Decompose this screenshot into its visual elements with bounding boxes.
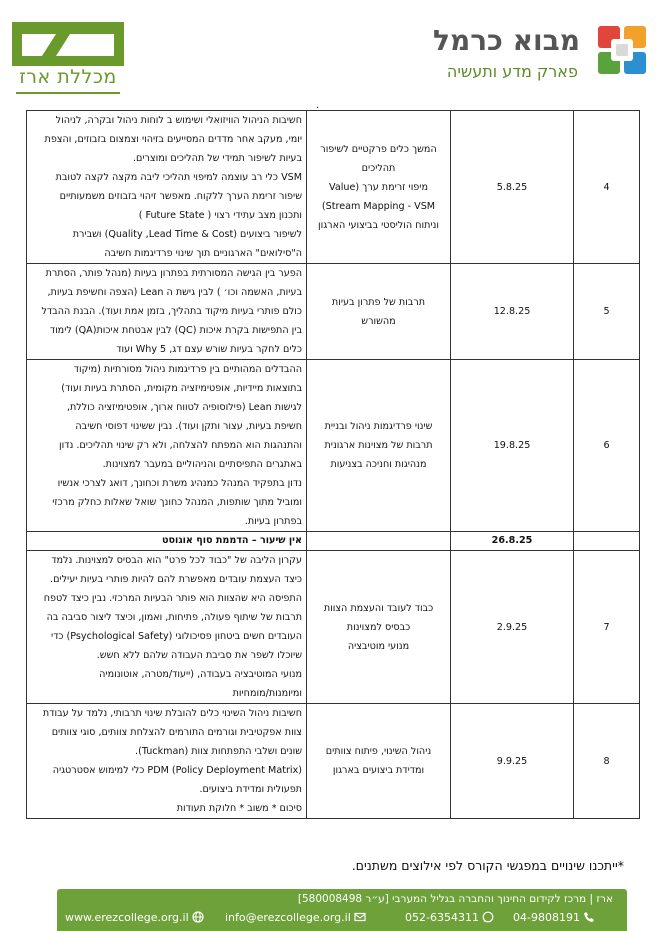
topic-line: ומדידת ביצועים בארגון [332,765,425,776]
session-description [27,360,307,532]
session-number: 5 [574,264,640,360]
mobile-text: 052-6354311 [405,911,479,924]
description-line: בעיות לשיפור תמידי של תהליכים ומוצרים. [132,153,302,164]
description-line: PDM (Policy Deployment Matrix) כלי למימוש אסטרטגיה [52,765,302,776]
session-description: אין שיעור – הדממת סוף אוגוסט [27,532,307,551]
course-schedule-table [26,110,640,819]
description-line: כלים לחקר בעיות שורש עצם דג, Why 5 ועוד [116,344,302,355]
session-description [27,704,307,819]
description-line: ההבדלים המהותיים בין פרדיגמות ניהול מסורתיות (מיקוד [73,364,302,375]
description-line: הפער בין הגישה המסורתית בפתרון בעיות (מנהל פותר, הסתרת [45,268,302,279]
footer-organization: ארז | מרכז לקידום החינוך והחברה בגליל המערבי [ע״ר 580008498] [297,893,613,905]
session-number [574,532,640,551]
topic-line: תרבות של מצוינות ארגונית [324,440,433,451]
description-line: צוות אפקטיבית וגורמים התורמים להצלחת צוותים, סוגי צוותים [51,727,302,738]
session-date: 2.9.25 [451,551,574,704]
topic-line: מנהיגות וחניכה בצניעות [330,459,427,470]
description-line: לגישות Lean (פילוסופיה לטווח ארוך, אופטימיזציה כוללת, [66,402,302,413]
session-number: 4 [574,111,640,264]
phone-text: 04-9808191 [513,911,580,924]
description-line: חשיבות הניהול הוויזואלי ושימוש ב לוחות ניהול ובקרה, לניהול [55,115,302,126]
footer-contact-row [65,911,617,927]
description-line: בתוצאות מיידיות, אופטימיזציה מקומית, הסתרת בעיות ועוד) [61,383,302,394]
description-line: בעיות, האשמה וכו׳ ) לבין גישת ה Lean (הצפה וחשיפת בעיות, [47,287,302,298]
erez-logo-underline [16,92,120,94]
footer-phone[interactable] [513,911,595,924]
globe-icon [192,911,204,923]
description-line: ותכנון מצב עתידי רצוי ( Future State ) [138,210,302,221]
description-line: עקרון הליבה של "כבוד לכל פרט" הוא הבסיס למצוינות. נלמד [51,555,302,566]
mevo-carmel-subtitle: פארק מדע ותעשיה [446,62,578,81]
footer-email[interactable] [225,911,366,924]
footer-mobile[interactable] [405,911,494,924]
session-description [27,264,307,360]
topic-line: תהליכים [361,162,396,174]
phone-icon [583,911,595,923]
session-topic [307,264,451,360]
description-line: VSM כלי רב עוצמה למיפוי תהליכי ליבה מקצה לקצה לטובת [55,172,302,183]
topic-line: Stream Mapping - VSM) [321,200,436,212]
description-line: סיכום * משוב * חלוקת תעודות [176,803,302,814]
schedule-summary-row [27,532,640,551]
session-topic [307,532,451,551]
description-line: ה"סילואים" הארגוניים תוך שינוי פרדיגמות חשיבה [104,248,302,259]
topic-line: וניתוח הוליסטי בביצועי הארגון [318,219,439,231]
schedule-row [27,360,640,532]
session-date: 19.8.25 [451,360,574,532]
description-line: העובדים חשים ביטחון פסיכולוגי (Psychological Safety) כדי [51,631,302,642]
description-line: התפיסה היא שהצוות הוא פותר הבעיות המרכזי. נבין כיצד לטפח [43,593,302,604]
mevo-carmel-logo [390,18,650,88]
schedule-change-note: *ייתכנו שינויים במפגשי הקורס לפי אילוצים משתנים. [351,858,624,873]
contact-footer [57,889,627,931]
session-number: 8 [574,704,640,819]
description-line: בפתרון בעיות. [244,516,302,527]
description-line: שיפור זרימת הערך ללקוח. מאפשר זיהוי בזבוזים משמעותיים [59,191,302,202]
session-number: 6 [574,360,640,532]
description-line: כולם פותרי בעיות מיקוד בתהליך, בזמן אמת ועוד). הבנת ההבדל [41,306,302,317]
page-header [0,0,664,100]
description-line: באתגרים התפיסתיים והניהוליים במעבר למצוינות. [102,459,302,470]
description-line: והתנהגות הוא המפתח להצלחה, ולא רק שינוי תהליכים. נדון [58,440,302,451]
topic-line: שינוי פרדיגמות ניהול ובניית [324,421,433,432]
session-date: 12.8.25 [451,264,574,360]
website-text: www.erezcollege.org.il [65,911,189,924]
description-line: בין התפישות בקרת איכות (QC) לבין אבטחת איכות(QA) לימוד [49,325,302,336]
topic-line: תרבות של פתרון בעיות [331,296,426,308]
description-line: תפעולית ומדידת ביצועים. [199,784,302,795]
erez-logo-mark-icon [12,22,124,66]
description-line: לשיפור ביצועים (Quality ,Lead Time & Cost) ושבירת [72,229,302,240]
schedule-row [27,264,640,360]
topic-line: ניהול השינוי, פיתוח צוותים [325,746,432,757]
whatsapp-icon [482,911,494,923]
description-line: כיצד העצמת עובדים מאפשרת להם להיות פותרי בעיות יעילים. [50,574,302,585]
description-line: יומי, מעקב אחר מדדים המסייעים בזיהוי וצמצום בזבוזים, והצפת [44,134,302,145]
topic-line: מיפוי זרימת ערך (Value [329,181,428,193]
description-line: חשיפת בעיות, עצור ותקן ועוד). נבין ששינוי דפוסי חשיבה [75,421,302,432]
mevo-carmel-puzzle-icon [594,22,650,78]
description-line: מנועי המוטיבציה בעבודה, (ייעוד/מטרה, אוטונומיה [99,669,302,680]
session-topic [307,111,451,264]
envelope-icon [354,911,366,923]
topic-line: כבוד לעובד והעצמת הצוות [323,602,434,614]
description-line: חשיבות ניהול השינוי כלים להובלת שינוי תרבותי, נלמד על עבודת [42,708,302,719]
session-description [27,551,307,704]
session-topic [307,551,451,704]
schedule-row [27,551,640,704]
topic-line: מהשורש [361,315,396,327]
description-line: נדון בתפקיד המנהל כמנהיג משרת וכחונך, דואג לצרכי אנשיו [57,478,302,489]
session-date: 26.8.25 [451,532,574,551]
description-line: ומוביל מתוך שותפות, המנהל כחונך שואל שאלות כחלק מרכזי [52,497,302,508]
schedule-row [27,704,640,819]
description-line: ומיומנות/מומחיות [232,688,302,699]
description-line: תרבות של שיתוף פעולה, פתיחות, ואמון, וכיצד ליצור סביבה בה [46,612,302,623]
topic-line: מנועי מוטיבציה [347,640,410,652]
schedule-row [27,111,640,264]
description-line: שונים ושלבי התפתחות צוות (Tuckman). [135,746,302,757]
mevo-carmel-name: מבוא כרמל [433,24,580,57]
erez-college-logo [12,22,124,94]
topic-line: המשך כלים פרקטיים לשיפור [320,143,437,155]
session-topic [307,360,451,532]
topic-line: כבסיס למצוינות [346,621,411,633]
erez-college-name: מכללת ארז [19,66,117,88]
session-number: 7 [574,551,640,704]
stray-dot: . [316,100,320,111]
email-text: info@erezcollege.org.il [225,911,351,924]
session-description [27,111,307,264]
footer-website[interactable] [65,911,204,924]
session-date: 9.9.25 [451,704,574,819]
description-line: שיוכלו לשפר את סביבת העבודה שלהם ללא חשש. [96,650,302,661]
session-topic [307,704,451,819]
session-date: 5.8.25 [451,111,574,264]
